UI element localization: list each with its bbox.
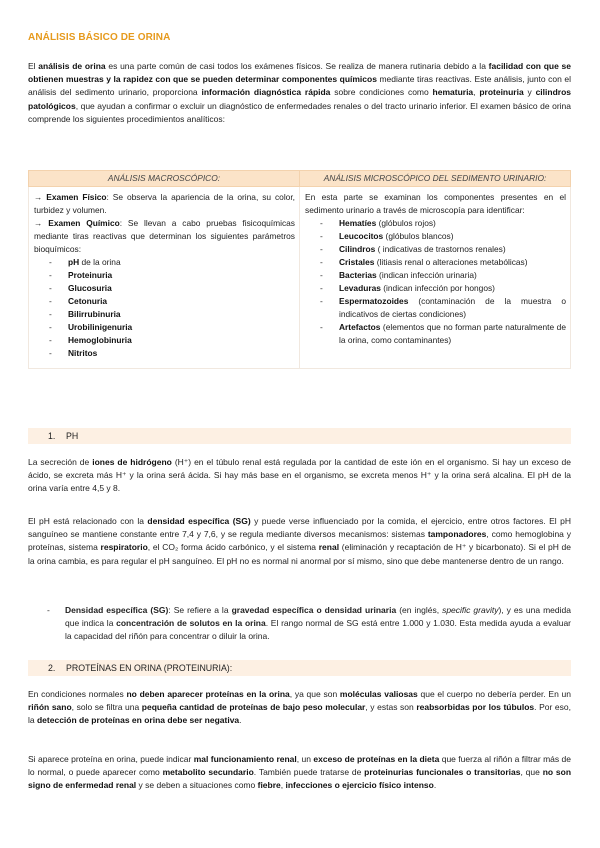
bold-text: no deben aparecer proteínas en la orina <box>126 689 290 699</box>
arrow-right-icon: → <box>34 192 43 202</box>
examen-fisico <box>34 191 295 217</box>
bold-text: pequeña cantidad de proteínas de bajo peso molecular <box>141 702 366 713</box>
text: que fuerza al riñón a filtrar más de lo normal, o puede aparecer como <box>28 754 572 778</box>
bold-text: Cristales <box>339 257 375 268</box>
bold-text: moléculas valiosas <box>339 689 418 699</box>
ph-paragraph-1 <box>28 456 571 496</box>
bold-text: reabsorbidas por los túbulos <box>416 702 535 713</box>
sedimento-list <box>305 217 566 347</box>
sedimento-item <box>305 295 566 321</box>
text: : Se observa la apariencia de la orina, su color, turbidez y volumen. <box>34 192 295 216</box>
bold-text: no son signo de enfermedad renal <box>28 767 572 791</box>
bold-text: mal funcionamiento renal <box>193 754 297 764</box>
intro-paragraph <box>28 60 571 126</box>
bold-text: renal <box>318 542 340 553</box>
bold-text: Hematíes <box>339 218 377 229</box>
parametro-item <box>34 295 295 308</box>
text: (glóbulos rojos) <box>376 218 436 229</box>
bold-text: tamponadores <box>427 529 487 540</box>
text: es una parte común de casi todos los exámenes físicos. Se realiza de manera rutinaria debido a la <box>105 61 489 71</box>
arrow-right-icon: → <box>34 218 43 229</box>
bold-text: Hemoglobinuria <box>68 335 132 346</box>
text: y <box>523 87 536 98</box>
text: , el CO₂ forma ácido carbónico, y el sistema <box>147 542 319 553</box>
dash-bullet: - <box>49 257 52 268</box>
sedimento-item <box>305 217 566 230</box>
bold-text: riñón sano <box>28 702 72 713</box>
text: que el cuerpo no debería perder. En un <box>417 689 571 699</box>
bold-text: Urobilinigenuria <box>68 322 133 333</box>
text: (glóbulos blancos) <box>383 231 454 242</box>
text: ( indicativas de trastornos renales) <box>375 244 506 255</box>
bold-text: Nitritos <box>68 348 98 359</box>
text: sobre condiciones como <box>330 87 433 98</box>
text: . <box>433 780 437 791</box>
dash-bullet: - <box>320 231 323 242</box>
sedimento-item <box>305 230 566 243</box>
text: ), y es una medida que indica la <box>65 605 571 629</box>
examen-quimico <box>34 217 295 256</box>
section-heading-ph <box>28 428 571 444</box>
text: , como hemoglobina y proteínas, sistema <box>28 529 571 553</box>
text: . <box>239 715 242 726</box>
text: , que <box>520 767 543 778</box>
text: (contaminación de la muestra o indicativos de ciertas condiciones) <box>339 296 566 320</box>
text: (indican infección urinaria) <box>376 270 477 281</box>
bold-text: fiebre <box>257 780 281 791</box>
text: de la orina <box>79 257 121 268</box>
italic-text: specific gravity <box>442 605 499 615</box>
dash-bullet: - <box>320 218 323 229</box>
parametro-item <box>34 256 295 269</box>
text: El <box>28 61 39 71</box>
parametro-item <box>34 308 295 321</box>
sg-bullet <box>48 604 571 644</box>
microscopico-intro: En esta parte se examinan los componentes presentes en el sedimento urinario a través de microscopía para identificar: <box>305 192 566 216</box>
bold-text: infecciones o ejercicio físico intenso <box>285 780 434 791</box>
text: , que ayudan a confirmar o excluir un diagnóstico de enfermedades renales o del tracto urinario inferior. El examen básico de orina comprende los siguientes procedimientos analíticos: <box>28 100 571 124</box>
bold-text: Proteinuria <box>68 270 113 281</box>
bold-text: análisis de orina <box>38 61 106 71</box>
analysis-table <box>28 170 571 369</box>
bold-text: proteinuria <box>479 87 524 98</box>
dash-bullet: - <box>47 605 50 615</box>
bold-text: respiratorio <box>100 542 148 553</box>
bold-text: cilindros patológicos <box>28 87 571 111</box>
bold-text: Cetonuria <box>68 296 108 307</box>
section-title: PH <box>66 431 79 441</box>
text: , solo se filtra una <box>71 702 142 713</box>
bold-text: metabolito secundario <box>162 767 254 778</box>
header-microscopico: ANÁLISIS MICROSCÓPICO DEL SEDIMENTO URINARIO: <box>300 171 571 187</box>
bold-text: Densidad específica (SG) <box>65 605 169 615</box>
bold-text: exceso de proteínas en la dieta <box>313 754 440 764</box>
section-heading-proteinas <box>28 660 571 676</box>
dash-bullet: - <box>320 296 323 307</box>
text: : Se refiere a la <box>168 605 232 615</box>
bold-text: Glucosuria <box>68 283 112 294</box>
table-header-row <box>29 171 571 187</box>
bold-text: facilidad con que se obtienen muestras y la rapidez con que se pueden determinar componentes químicos <box>28 61 571 85</box>
text: En condiciones normales <box>28 689 127 699</box>
parametro-item <box>34 321 295 334</box>
sedimento-item <box>305 256 566 269</box>
text: , <box>280 780 286 791</box>
proteinas-paragraph-2 <box>28 753 571 793</box>
section-number: 1. <box>48 431 56 441</box>
bold-text: Levaduras <box>339 283 381 294</box>
dash-bullet: - <box>320 283 323 294</box>
bold-text: Examen Químico <box>48 218 120 229</box>
text: , ya que son <box>289 689 340 699</box>
table-row <box>29 187 571 369</box>
bold-text: Leucocitos <box>339 231 384 242</box>
text: , <box>473 87 480 98</box>
dash-bullet: - <box>49 309 52 320</box>
sedimento-item <box>305 243 566 256</box>
text: El pH está relacionado con la <box>28 516 148 526</box>
dash-bullet: - <box>320 257 323 268</box>
parametros-list <box>34 256 295 360</box>
text: y se deben a situaciones como <box>136 780 258 791</box>
text: , un <box>296 754 314 764</box>
text: mediante tiras reactivas. Este análisis, junto con el análisis del sedimento urinario, proporciona <box>28 74 572 98</box>
section-number: 2. <box>48 663 56 673</box>
parametro-item <box>34 334 295 347</box>
bold-text: iones de hidrógeno <box>92 457 172 467</box>
text: Si aparece proteína en orina, puede indicar <box>28 754 194 764</box>
bold-text: detección de proteínas en orina debe ser negativa <box>36 715 240 726</box>
bold-text: Examen Físico <box>46 192 107 202</box>
text: y puede verse influenciado por la comida, el ejercicio, entre otros factores. El pH sanguíneo se mantiene constante entre 7,4 y 7,6, y se regula mediante diversos mecanismos: sistemas <box>28 516 571 540</box>
text: : Se llevan a cabo pruebas fisicoquímicas mediante tiras reactivas que determinan los siguientes parámetros bioquímicos: <box>34 218 295 255</box>
dash-bullet: - <box>49 283 52 294</box>
dash-bullet: - <box>49 348 52 359</box>
sedimento-item <box>305 321 566 347</box>
bold-text: Artefactos <box>339 322 381 333</box>
document-title: ANÁLISIS BÁSICO DE ORINA <box>28 32 171 43</box>
text: (en inglés, <box>396 605 443 615</box>
microscopico-cell <box>300 187 571 369</box>
text: . También puede tratarse de <box>253 767 365 778</box>
macroscopico-cell <box>29 187 300 369</box>
bold-text: Cilindros <box>339 244 376 255</box>
text: (litiasis renal o alteraciones metabólicas) <box>374 257 528 268</box>
bold-text: densidad específica (SG) <box>147 516 251 526</box>
bold-text: información diagnóstica rápida <box>201 87 331 98</box>
bold-text: Espermatozoides <box>339 296 409 307</box>
proteinas-paragraph-1 <box>28 688 571 728</box>
dash-bullet: - <box>49 270 52 281</box>
dash-bullet: - <box>49 296 52 307</box>
sedimento-item <box>305 269 566 282</box>
text: La secreción de <box>28 457 93 467</box>
section-title: PROTEÍNAS EN ORINA (PROTEINURIA): <box>66 663 233 673</box>
sedimento-item <box>305 282 566 295</box>
text: . Por eso, la <box>28 702 571 726</box>
bold-text: gravedad específica o densidad urinaria <box>231 605 397 615</box>
parametro-item <box>34 347 295 360</box>
text: , y estas son <box>365 702 417 713</box>
text: (eliminación y recaptación de H⁺ y bicarbonato). Si el pH de la orina cambia, es para regular el pH sanguíneo. El pH no es normal ni anormal por sí mismo, sino que debe mantenerse dentro de un rango. <box>28 542 572 566</box>
bold-text: proteinurias funcionales o transitorias <box>364 767 521 778</box>
ph-paragraph-2 <box>28 515 571 568</box>
dash-bullet: - <box>320 270 323 281</box>
bold-text: Bacterias <box>339 270 377 281</box>
text: . El rango normal de SG está entre 1.000 y 1.030. Esta medida ayuda a evaluar la capacidad del riñón para concentrar o diluir la orina. <box>65 618 572 642</box>
dash-bullet: - <box>49 322 52 333</box>
header-macroscopico: ANÁLISIS MACROSCÓPICO: <box>29 171 300 187</box>
dash-bullet: - <box>49 335 52 346</box>
parametro-item <box>34 282 295 295</box>
parametro-item <box>34 269 295 282</box>
dash-bullet: - <box>320 244 323 255</box>
text: (elementos que no forman parte naturalmente de la orina, como contaminantes) <box>339 322 566 346</box>
text: (indican infección por hongos) <box>380 283 495 294</box>
dash-bullet: - <box>320 322 323 333</box>
bold-text: concentración de solutos en la orina <box>116 618 266 629</box>
text: (H⁺) en el túbulo renal está regulada por la cantidad de este ión en el organismo. Si hay un exceso de ácido, se excreta más H⁺ y la orina será ácida. Si hay más base en el organismo, se excreta menos H⁺ y la orina será alcalina. El pH de la orina varía entre 4,5 y 8. <box>28 457 571 494</box>
bold-text: Bilirrubinuria <box>68 309 121 320</box>
bold-text: hematuria <box>432 87 474 98</box>
bold-text: pH <box>68 257 80 268</box>
sg-bullet-text <box>65 604 571 644</box>
